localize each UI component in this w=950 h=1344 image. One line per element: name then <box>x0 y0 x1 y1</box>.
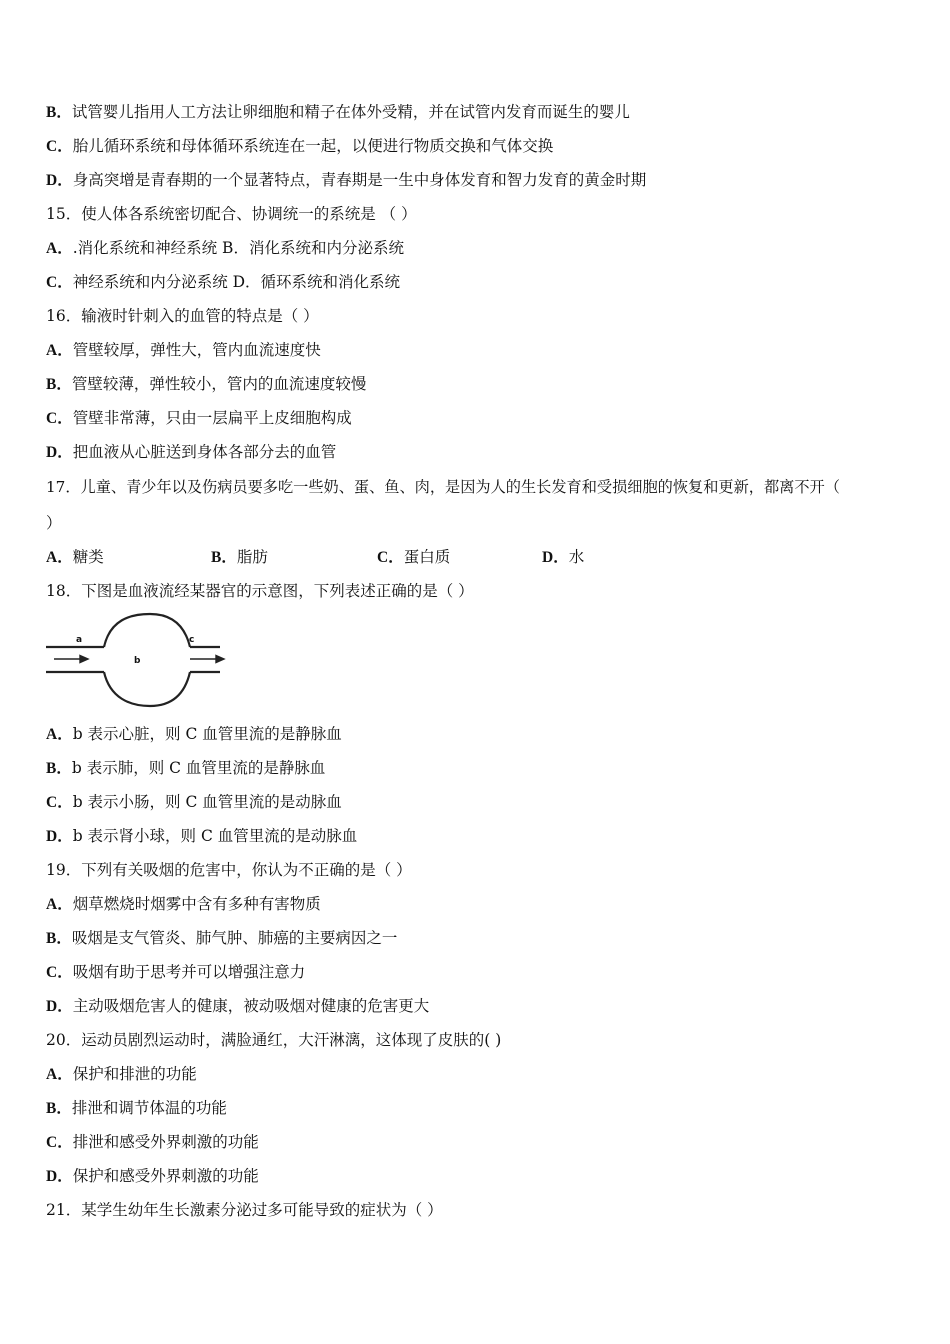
q20-option-c: C．排泄和感受外界刺激的功能 <box>46 1133 259 1151</box>
q18-option-c: C．b 表示小肠，则 C 血管里流的是动脉血 <box>46 793 342 811</box>
q17-option-c: C．蛋白质 <box>377 548 451 566</box>
q19-option-d: D．主动吸烟危害人的健康，被动吸烟对健康的危害更大 <box>46 997 430 1015</box>
q20-option-b: B．排泄和调节体温的功能 <box>46 1099 227 1117</box>
q20-option-d: D．保护和感受外界刺激的功能 <box>46 1167 259 1185</box>
q15-options-cd: C．神经系统和内分泌系统 D．循环系统和消化系统 <box>46 273 401 291</box>
q15-stem: 15．使人体各系统密切配合、协调统一的系统是 （ ） <box>46 205 417 223</box>
q19-option-a: A．烟草燃烧时烟雾中含有多种有害物质 <box>46 895 321 913</box>
q15-options-ab: A．.消化系统和神经系统 B．消化系统和内分泌系统 <box>46 239 404 257</box>
q17-option-a: A．糖类 <box>46 548 104 566</box>
label-b: b <box>134 656 141 666</box>
q18-stem: 18．下图是血液流经某器官的示意图，下列表述正确的是（ ） <box>46 582 474 600</box>
q21-stem: 21．某学生幼年生长激素分泌过多可能导致的症状为（ ） <box>46 1201 443 1219</box>
label-a: a <box>76 635 83 645</box>
q16-option-b: B．管壁较薄，弹性较小，管内的血流速度较慢 <box>46 375 367 393</box>
q17-option-d: D．水 <box>542 548 585 566</box>
q16-option-a: A．管壁较厚，弹性大，管内血流速度快 <box>46 341 321 359</box>
q16-option-d: D．把血液从心脏送到身体各部分去的血管 <box>46 443 337 461</box>
q16-stem: 16．输液时针刺入的血管的特点是（ ） <box>46 307 319 325</box>
q19-stem: 19．下列有关吸烟的危害中，你认为不正确的是（ ） <box>46 861 412 879</box>
outflow-arrowhead <box>216 656 224 663</box>
q20-option-a: A．保护和排泄的功能 <box>46 1065 197 1083</box>
inflow-arrowhead <box>80 656 88 663</box>
organ-b-lower-wall <box>104 672 190 706</box>
q17-stem-end: ） <box>46 514 62 532</box>
label-c: c <box>189 635 195 645</box>
q14-option-b: B．试管婴儿指用人工方法让卵细胞和精子在体外受精，并在试管内发育而诞生的婴儿 <box>46 103 630 121</box>
q14-option-d: D．身高突增是青春期的一个显著特点，青春期是一生中身体发育和智力发育的黄金时期 <box>46 171 647 189</box>
q18-option-a: A．b 表示心脏，则 C 血管里流的是静脉血 <box>46 725 342 743</box>
q14-option-c: C．胎儿循环系统和母体循环系统连在一起，以便进行物质交换和气体交换 <box>46 137 554 155</box>
q17-stem: 17．儿童、青少年以及伤病员要多吃一些奶、蛋、鱼、肉，是因为人的生长发育和受损细胞的恢复和更新，都离不开（ <box>46 478 840 496</box>
q19-option-b: B．吸烟是支气管炎、肺气肿、肺癌的主要病因之一 <box>46 929 398 947</box>
q17-options <box>46 547 906 567</box>
q17-option-b: B．脂肪 <box>211 548 268 566</box>
q20-stem: 20．运动员剧烈运动时，满脸通红，大汗淋漓，这体现了皮肤的( ) <box>46 1031 502 1049</box>
blood-flow-diagram <box>44 612 230 712</box>
q18-option-d: D．b 表示肾小球，则 C 血管里流的是动脉血 <box>46 827 358 845</box>
organ-b-upper-wall <box>104 614 190 647</box>
q18-option-b: B．b 表示肺，则 C 血管里流的是静脉血 <box>46 759 326 777</box>
q16-option-c: C．管壁非常薄，只由一层扁平上皮细胞构成 <box>46 409 352 427</box>
q19-option-c: C．吸烟有助于思考并可以增强注意力 <box>46 963 306 981</box>
